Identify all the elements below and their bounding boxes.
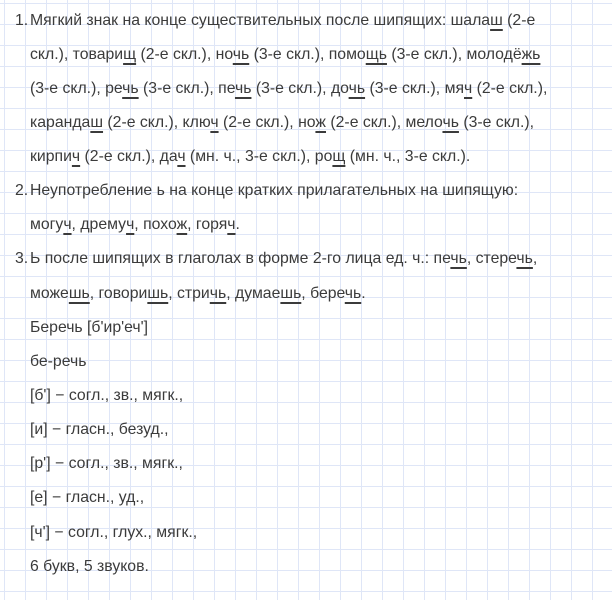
text-line [0,72,612,106]
text-segment: . [361,284,366,302]
text-segment: каранда [30,113,91,131]
text-segment: Мягкий знак на конце существительных после шипящих: шала [30,11,491,29]
text-line [0,38,612,72]
underlined-letters: шь [280,284,302,302]
text-segment: [ч'] − согл., глух., мягк., [30,523,198,541]
list-number: 2. [15,182,29,200]
list-number: 3. [15,250,29,268]
text-line [0,447,612,481]
text-segment: (3-е скл.), помо [249,45,366,63]
underlined-letters: чь [344,284,362,302]
text-line [0,208,612,242]
text-segment: (3-е скл.), [458,113,535,131]
underlined-letters: ж [315,113,326,131]
text-segment: [б'] − согл., зв., мягк., [30,387,184,405]
text-segment: бе-речь [30,352,87,370]
text-segment: (3-е скл.), пе [138,79,235,97]
underlined-letters: щ [332,148,346,166]
text-segment: може [30,284,69,302]
text-segment: кирпи [30,148,72,166]
text-segment: [р'] − согл., зв., мягк., [30,455,183,473]
text-segment: (2-е скл.), но [218,113,316,131]
underlined-letters: шь [68,284,90,302]
text-line [0,140,612,174]
underlined-letters: ч [63,216,72,234]
underlined-letters: ж [176,216,188,234]
underlined-letters: ч [126,216,135,234]
text-segment: , [532,250,538,268]
underlined-letters: чь [234,79,252,97]
text-segment: , похо [134,216,177,234]
underlined-letters: ч [464,79,473,97]
underlined-letters: чь [516,250,533,268]
list-number: 1. [15,11,29,29]
underlined-letters: щь [365,45,387,63]
text-line [0,550,612,584]
text-segment: [и] − гласн., безуд., [30,421,169,439]
underlined-letters: ч [71,148,81,166]
underlined-letters: чь [122,79,139,97]
text-line [0,4,612,38]
text-segment: Ь после шипящих в глаголах в форме 2-го лица ед. ч.: пе [30,250,451,268]
text-line [0,311,612,345]
text-segment: (2-е скл.), клю [103,113,211,131]
text-line [0,174,612,208]
text-segment: , стри [168,284,210,302]
text-segment: Беречь [б'ир'еч'] [30,318,149,336]
text-segment: 6 букв, 5 звуков. [30,557,149,575]
text-segment: , бере [301,284,345,302]
text-line [0,516,612,550]
underlined-letters: ш [490,11,503,29]
underlined-letters: ш [90,113,104,131]
text-segment: , горя [187,216,228,234]
text-segment: (мн. ч., 3-е скл.), ро [185,148,333,166]
text-line [0,106,612,140]
text-segment: [е] − гласн., уд., [30,489,145,507]
underlined-letters: чь [209,284,227,302]
text-segment: (2-е скл.), но [136,45,233,63]
underlined-letters: чь [348,79,366,97]
text-segment: , дрему [71,216,127,234]
text-segment: , говори [89,284,148,302]
text-line [0,345,612,379]
underlined-letters: щ [123,45,137,63]
text-segment: Неупотребление ь на конце кратких прилагательных на шипящую: [30,182,519,200]
underlined-letters: ч [227,216,236,234]
text-segment: (2-е скл.), мело [326,113,443,131]
text-line [0,379,612,413]
text-line [0,242,612,276]
underlined-letters: ч [210,113,219,131]
underlined-letters: чь [442,113,459,131]
text-segment: могу [30,216,64,234]
underlined-letters: ч [177,148,186,166]
underlined-letters: шь [147,284,169,302]
text-segment: скл.), товари [30,45,124,63]
text-segment: , думае [226,284,281,302]
text-segment: (3-е скл.), ре [30,79,123,97]
text-segment: (3-е скл.), мя [365,79,464,97]
text-line [0,413,612,447]
text-segment: (3-е скл.), до [251,79,349,97]
underlined-letters: чь [232,45,250,63]
text-line [0,481,612,515]
text-segment: (2-е скл.), [472,79,548,97]
text-segment: (3-е скл.), молодё [386,45,522,63]
text-segment: , стере [466,250,517,268]
underlined-letters: жь [521,45,541,63]
text-line [0,277,612,311]
underlined-letters: чь [450,250,467,268]
text-segment: (2-е [502,11,536,29]
text-segment: . [235,216,240,234]
text-segment: (2-е скл.), да [80,148,178,166]
text-segment: (мн. ч., 3-е скл.). [345,148,471,166]
